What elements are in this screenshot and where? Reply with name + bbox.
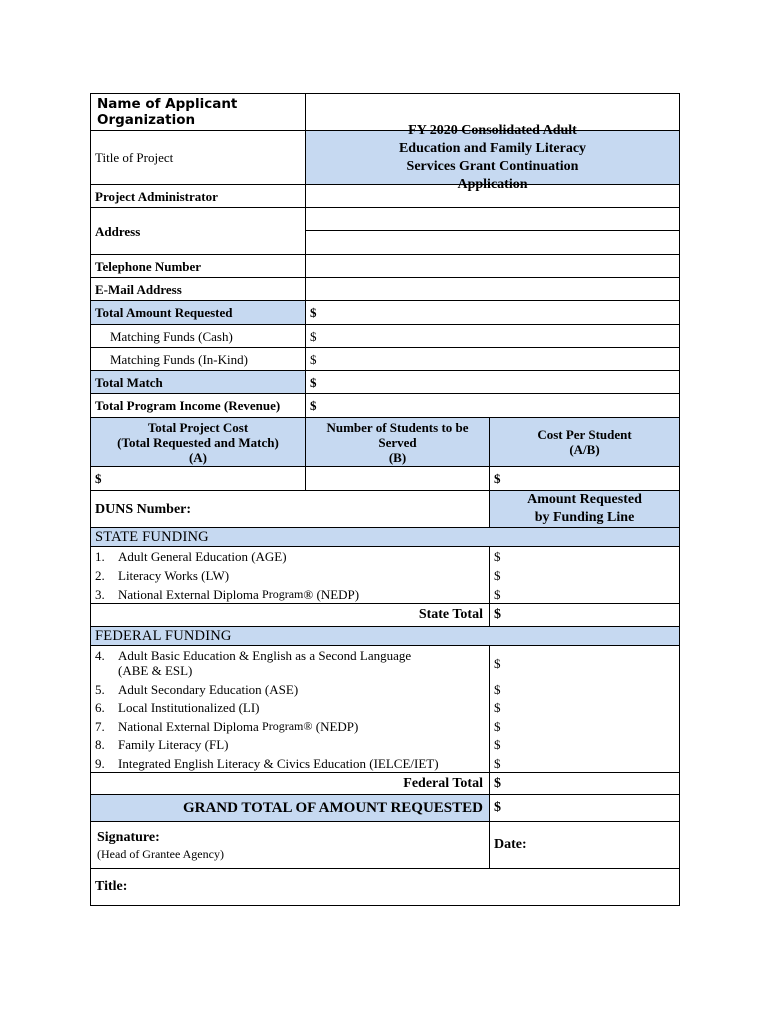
total-project-cost-field[interactable]: $ (91, 467, 306, 491)
total-project-cost-header: Total Project Cost (Total Requested and Match) (A) (91, 418, 306, 467)
total-requested-field[interactable]: $ (306, 301, 679, 325)
email-label: E-Mail Address (91, 278, 306, 301)
federal-item-li: 6. Local Institutionalized (LI) (91, 698, 490, 717)
date-field[interactable]: Date: (490, 822, 679, 869)
applicant-org-label: Name of Applicant Organization (91, 94, 306, 131)
program-income-field[interactable]: $ (306, 394, 679, 418)
federal-item-fl: 8. Family Literacy (FL) (91, 735, 490, 754)
students-served-field[interactable] (306, 467, 490, 491)
duns-number-label[interactable]: DUNS Number: (91, 491, 490, 528)
federal-item-abe-esl-amount[interactable]: $ (494, 655, 501, 671)
cost-per-student-header: Cost Per Student (A/B) (490, 418, 679, 467)
match-inkind-label: Matching Funds (In-Kind) (91, 348, 306, 371)
total-match-field[interactable]: $ (306, 371, 679, 394)
match-cash-field[interactable]: $ (306, 325, 679, 348)
telephone-label: Telephone Number (91, 255, 306, 278)
federal-item-ase-amount[interactable]: $ (494, 681, 501, 697)
state-item-nedp: 3. National External Diploma Program ® (NEDP) (91, 585, 490, 604)
match-cash-label: Matching Funds (Cash) (91, 325, 306, 348)
state-item-lw-amount[interactable]: $ (494, 568, 501, 583)
state-item-age-amount[interactable]: $ (494, 549, 501, 564)
federal-item-ase: 5. Adult Secondary Education (ASE) (91, 680, 490, 698)
students-served-header: Number of Students to be Served (B) (306, 418, 490, 467)
state-funding-heading: STATE FUNDING (91, 528, 679, 547)
title-field[interactable]: Title: (95, 879, 128, 894)
federal-funding-heading: FEDERAL FUNDING (91, 627, 679, 646)
address-label: Address (91, 208, 306, 255)
total-requested-label: Total Amount Requested (91, 301, 306, 325)
federal-item-nedp-amount[interactable]: $ (494, 718, 501, 734)
amount-by-line-header: Amount Requested by Funding Line (490, 491, 679, 528)
grand-total-label: GRAND TOTAL OF AMOUNT REQUESTED (91, 795, 490, 822)
cost-per-student-field[interactable]: $ (490, 467, 679, 491)
state-item-lw: 2. Literacy Works (LW) (91, 566, 490, 585)
federal-item-fl-amount[interactable]: $ (494, 737, 501, 752)
signature-field[interactable]: Signature: (Head of Grantee Agency) (91, 822, 490, 869)
state-item-nedp-amount[interactable]: $ (490, 585, 679, 604)
address-field-line1[interactable] (306, 208, 679, 231)
federal-item-ielce: 9. Integrated English Literacy & Civics Education (IELCE/IET) (91, 754, 490, 773)
state-total-label: State Total (91, 604, 490, 627)
state-total-amount[interactable]: $ (490, 604, 679, 627)
program-income-label: Total Program Income (Revenue) (91, 394, 306, 418)
grand-total-amount[interactable]: $ (490, 795, 679, 822)
federal-item-abe-esl: 4. Adult Basic Education & English as a Second Language (ABE & ESL) (91, 646, 490, 680)
project-title-label: Title of Project (91, 131, 306, 185)
state-item-age: 1. Adult General Education (AGE) (91, 547, 490, 566)
federal-item-ielce-amount[interactable]: $ (490, 754, 679, 773)
project-admin-label: Project Administrator (91, 185, 306, 208)
total-match-label: Total Match (91, 371, 306, 394)
grant-application-form (90, 93, 680, 906)
federal-total-amount[interactable]: $ (490, 773, 679, 795)
federal-item-li-amount[interactable]: $ (494, 700, 501, 715)
federal-total-label: Federal Total (91, 773, 490, 795)
email-field[interactable] (306, 278, 679, 301)
federal-item-nedp: 7. National External Diploma Program® (NEDP) (91, 717, 490, 735)
project-title-value: FY 2020 Consolidated Adult Education and Family Literacy Services Grant Continuation Application (306, 131, 679, 185)
project-admin-field[interactable] (306, 185, 679, 208)
match-inkind-field[interactable]: $ (306, 348, 679, 371)
address-field-line2[interactable] (306, 231, 679, 255)
telephone-field[interactable] (306, 255, 679, 278)
